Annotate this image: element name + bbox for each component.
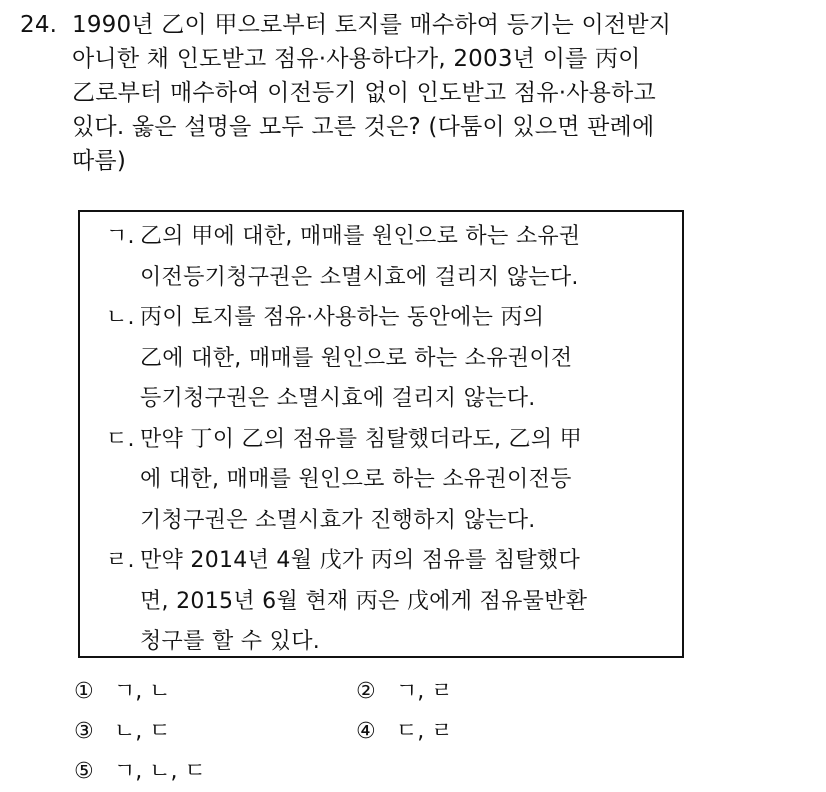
statement-text: 청구를 할 수 있다. <box>140 629 321 654</box>
choice-2[interactable] <box>356 672 453 712</box>
question-line-2: 아니한 채 인도받고 점유·사용하다가, 2003년 이를 丙이 <box>72 46 641 72</box>
statement-marker: ㄴ. <box>106 305 135 330</box>
statement-box <box>78 210 684 658</box>
question-line-3: 乙로부터 매수하여 이전등기 없이 인도받고 점유·사용하고 <box>72 80 656 106</box>
statement-d <box>106 541 676 582</box>
statement-text: 에 대한, 매매를 원인으로 하는 소유권이전등 <box>140 467 572 492</box>
choice-number: ⑤ <box>74 759 94 784</box>
statement-text: 乙의 甲에 대한, 매매를 원인으로 하는 소유권 <box>140 224 581 249</box>
choice-number: ① <box>74 679 94 704</box>
question-line-5: 따름) <box>72 148 127 174</box>
statement-text: 丙이 토지를 점유·사용하는 동안에는 丙의 <box>140 305 545 330</box>
choice-row <box>74 672 774 712</box>
question-line-4: 있다. 옳은 설명을 모두 고른 것은? (다툼이 있으면 판례에 <box>72 114 655 140</box>
statement-marker: ㄷ. <box>106 426 135 452</box>
choice-text: ㄷ, ㄹ <box>396 719 453 744</box>
choice-text: ㄱ, ㄴ, ㄷ <box>114 759 206 784</box>
statement-text: 만약 2014년 4월 戊가 丙의 점유를 침탈했다 <box>140 548 581 573</box>
choice-number: ③ <box>74 719 94 744</box>
choice-number: ④ <box>356 719 376 744</box>
question-stem <box>20 8 810 178</box>
choice-row <box>74 752 774 792</box>
statement-marker: ㄹ. <box>106 548 135 573</box>
choice-text: ㄴ, ㄷ <box>114 719 171 744</box>
statement-a <box>106 217 676 258</box>
statement-text: 기청구권은 소멸시효가 진행하지 않는다. <box>140 507 536 533</box>
statement-c <box>106 420 676 461</box>
choice-1[interactable] <box>74 672 171 712</box>
choice-text: ㄱ, ㄴ <box>114 679 171 704</box>
statement-text: 등기청구권은 소멸시효에 걸리지 않는다. <box>140 386 536 411</box>
statement-marker: ㄱ. <box>106 224 135 249</box>
choice-3[interactable] <box>74 712 171 752</box>
question-number: 24. <box>20 12 58 38</box>
question-text: 1990년 乙이 甲으로부터 토지를 매수하여 등기는 이전받지 <box>72 12 672 38</box>
choice-5[interactable] <box>74 752 206 792</box>
answer-choices <box>74 672 774 792</box>
choice-row <box>74 712 774 752</box>
statement-text: 면, 2015년 6월 현재 丙은 戊에게 점유물반환 <box>140 588 588 614</box>
choice-number: ② <box>356 679 376 704</box>
statement-text: 만약 丁이 乙의 점유를 침탈했더라도, 乙의 甲 <box>140 426 582 452</box>
statement-b <box>106 298 676 339</box>
choice-text: ㄱ, ㄹ <box>396 679 453 704</box>
choice-4[interactable] <box>356 712 453 752</box>
statement-text: 이전등기청구권은 소멸시효에 걸리지 않는다. <box>140 264 579 290</box>
question-line-1 <box>20 8 810 42</box>
statement-list <box>106 217 676 663</box>
statement-text: 乙에 대한, 매매를 원인으로 하는 소유권이전 <box>140 345 573 371</box>
